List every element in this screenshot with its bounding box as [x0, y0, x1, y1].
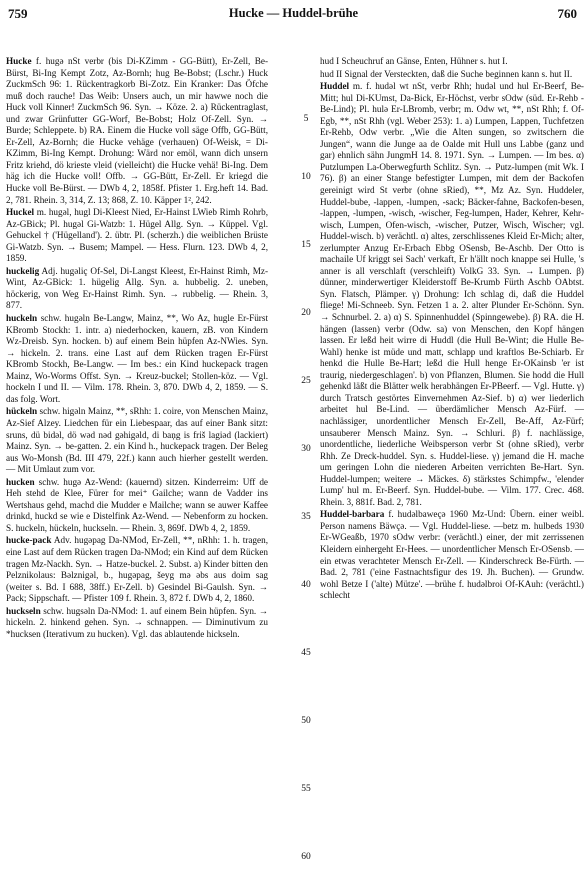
right-column	[320, 56, 584, 602]
line-number: 30	[301, 444, 311, 454]
line-number: 10	[301, 172, 311, 182]
running-title: Hucke — Huddel-brühe	[228, 6, 359, 20]
page-header	[0, 0, 587, 40]
entry-text: hud II Signal der Versteckten, daß die Suche beginnen kann s. hut II.	[320, 68, 573, 79]
entry-text: schw. hugsəln Da-NMod: 1. auf einem Bein hüpfen. Syn. → hickeln. 2. hinkend gehen. Syn. → schnappen. — Diminutivum zu *hucksen (Iterativum zu hucken). Vgl. das ablautende hickseln.	[6, 605, 268, 639]
line-number: 50	[301, 716, 311, 726]
dictionary-entry	[6, 406, 268, 475]
entry-text: schw. hugəln Be-Langw, Mainz, **, Wo Az, hugle Er-Fürst KBromb Stockh: 1. intr. a) niederhocken, kauern, zB. von Kindern Wz-Dreisb. Syn. hocken. b) auf einem Bein hüpfen Az-NWies. Syn. → hickeln. 2. trans. eine Last auf dem Rücken tragen Er-Fürst KBromb Stockh, Be-Langw. — Im bes.: ein Kind huckepack tragen Mainz, Wo-Worms Offst. Syn. → Kreuz-buckel; Stollen-köz. — Vgl. hockeln I und II. — Vilm. 178. Rhein. 3, 870. DWb 4, 2, 1859. — S. das folg. Wort.	[6, 313, 268, 404]
dictionary-entry	[6, 477, 268, 535]
dictionary-entry	[320, 81, 584, 508]
headword: huckseln	[6, 605, 41, 616]
line-number: 40	[301, 580, 311, 590]
entry-text: m. hugəl, hugl Di-Kleest Nied, Er-Hainst LWieb Rimh Rohrb, Az-GBick; Pl. hugəl Gi-Watzb: 1. Hügel Allg. Syn. → Küppel. Vgl. Gehuckel † ('Hügelland'). 2. übtr. Pl. (scherzh.) die weiblichen Brüste Gi-Watzb. Syn. → Busem; Mampel. — Hess. Flurn. 123. DWb 4, 2, 1859.	[6, 207, 268, 264]
dictionary-entry	[320, 69, 584, 81]
entry-text: schw. higəln Mainz, **, sRhh: 1. coire, von Menschen Mainz, Az-Sief Alzey. Liedchen für ein Liebespaar, das auf einer Bank sitzt: sruns, dü bidəl, dö wəd nəd gəhigəld, di baņg is friš lagiəd (lackiert) Mainz. Syn. → be-gatten. 2. ein Kind h., huckepack tragen. Der Beleg aus Wo-Monsh (Bd. III 479, 22f.) kann auch hierher gestellt werden. — Mit Umlaut zum vor.	[6, 406, 268, 475]
headword: Hucke	[6, 56, 32, 66]
headword: huckelig	[6, 265, 40, 276]
headword: hucke-pack	[6, 535, 52, 546]
dictionary-entry	[6, 535, 268, 604]
dictionary-entry	[320, 56, 584, 68]
entry-text: f. hudəlbaweçə 1960 Mz-Und: Übern. einer weibl. Person namens Bäwçə. — Vgl. Huddel-liese. —betz m. hulbeds 1930 Er-WGeaßb, 1970 sOdw verbr: (verächtl.) einer, der mit zerrissenen Kleidern einhergeht Er-Hees. — unordentlicher Mensch Er-OSensb. — ein etwas verachteter Mensch Er-Zell. — Kinderschreck Be-Fürth. — Bad. 2, 781 ('eine Fastnachtsfigur des 19. Jh. Buchen). — Grundw. wohl Betze I ('alte) Mütze'. —brühe f. hudəlbroi Of-KAuh: (verächtl.) schlecht	[320, 509, 584, 601]
dictionary-entry	[6, 207, 268, 265]
line-number: 5	[303, 114, 309, 124]
left-column	[6, 56, 268, 640]
line-number: 55	[301, 784, 311, 794]
line-number: 45	[301, 648, 311, 658]
line-number: 20	[301, 308, 311, 318]
line-number: 15	[301, 240, 311, 250]
entry-text: f. hugə nSt verbr (bis Di-KZimm - GG-Bütt), Er-Zell, Be-Bürst, Bi-Ing Kempt Zotz, Az-Bornh; hug Be-Bobst; (Lschr.) Huck ZuckmSch 96: 1. Rückentragkorb Bi-Zotz. Ein Kranker: Das Öfche muß doch rauche! Das Weib: Unsers auch, un mir hawwe noch die Huck voll Kinner! ZuckmSch 96. Syn. → Köze. 2. a) Rückentraglast, und zwar Grünfutter GG-Worf, Be-Bobst; Holz Of-Zell. Syn. → Burde; Schleppete. b) RA. Einem die Hucke voll säge Offb, GG-Bütt, Er-Zell, Az-Bornh; die Hucke vehäge (verhauen) Of-Weisk, = Di-KZimm, Bi-Ing Kempt. Drohung: Wärd nor emöl, wann dich unsern Fritz kriehd, dö krieste vleid (vielleicht) die Hucke vehä! Bi-Ing. Dem häg ich die Hucke voll! Offb. → GG-Bütt, Er-Zell. Er kriegd die Hucke voll Be-Bürst. — DWb 4, 2, 1858f. Pfister 1. Erg.heft 14. Bad. 2, 781. Rhein. 3, 314, Z. 13; 868, Z. 10. Käpper 1², 242.	[6, 56, 268, 205]
headword: huckeln	[6, 313, 38, 324]
entry-text: m. f. hudəl wt nSt, verbr Rhh; hudəl und hul Er-Beerf, Be-Mitt; hul Di-KUmst, Da-Bick, Er-Höchst, verbr sOdw (süd. Er-Rehb - Be-Lind); Pl. hulə Er-LBromb, verbr; m. Odw wt, **, nSt Rhh; f. Of-Egb, **, nSt Rhh (vgl. Weber 253): 1. a) Lumpen, Lappen, Tuchfetzen Er-Rehb, Odw verbr. „Wie die Alten sungen, so zwitschern die Jungen“, wann die Junge aa de Oalde mit Hull uns Labbe (ganz und gar) ehnlich sähn JungmH 14. 8. 1971. Syn. → Lumpen. — Im bes. α) Putzlumpen La-Oberwegfurth Schlitz. Syn. → Putz-lumpen (mit Wk. I 76). β) an einer Stange befestigter Lumpen, mit dem der Backofen gereinigt wird St verbr (ohne sRied), **, Mz Az. Syn. Huddeler, Huddel-bube, -lappen, -lumpen, -sack; Bäcker-fahne, Backofen-besen, -lappen, -lumpen, -wisch, -wischer, Feg-lumpen, Hader, Kehrer, Kehr-wisch, Lumpen, Ofen-wisch, -wischer, Putzer, Wisch, Wischer; vgl. Huddel-wisch. b) verächtl. α) altes, zerschlissenes Kleid Er-Mich; alter, zerlumpter Anzug Er-Erbach Ebbg OSensb, Be-Aschb. Der Otto is machaile Uf kriggt sei Sach' verkaft, Er h'ällt noch knappe sei Hulle, 's anner is all verschlaft (verschleift) VolkG 33. Syn. → Lumpen. β) dünner, minderwertiger Kleiderstoff Be-Krumb Fürth Aschb OAbtst. Syn. Flatsch, Plämper. γ) Drohung: Ich schlag di, daß die Huddel fliege! Mi-Schneeb. Syn. Fetzen 1 a. 2. alter Plunder Er-Schönn. Syn. → Schnurbel. 2. a) α) S. Spinnenhuddel (Spinngewebe). β) RA. die H. hängen (lassen) verbr (Odw. sa) von Menschen, den Kopf hängen lassen. Er leßd heit wirre di Huddl (die Hull Be-Wint; die Hulle Be-Wahl) henke ist müde und matt, schlapp und kraftlos Be-Schiarb. Er henkd die Hulle Be-Hart; leßd die Hull henge Er-OKainsb 'er ist traurig, niedergeschlagen'. b) von Pflanzen, Blumen. Sie hodd die Hull gehenkd läßt die Blätter welk herabhängen Er-PBeerf. — Vgl. Hutte. γ) durch Tratsch gestörtes Einvernehmen Az-Sief. b) α) wer liederlich arbeitet hul Be-Lind. — überdämlicher Mensch Az-Fürf. — nachlässiger, unordentlicher Mensch Er-Zell, Be-Aff, Az-Fürf; unsauberer Mensch Mainz. Syn. → Schluri. β) f. nachlässige, unordentliche, liederliche Weibsperson verbr St (ohne sRied), verbr Rhh. Ze Dreck-huddel. Syn. s. Huddel-liese. γ) jemand die H. mache um geringen Lohn die niederen Arbeiten verrichten Be-Hart. Syn. Huddel-lumpen; weitere → Mäckes. δ) stärkstes Schimpfw., 'elender Lump' hul m. Er-Beerf. Syn. Huddel-bube. — Vilm. 177. Crec. 468. Rhein. 3, 881f. Bad. 2, 781.	[320, 81, 584, 507]
headword: hückeln	[6, 406, 38, 417]
dictionary-entry	[6, 606, 268, 641]
entry-text: hud I Scheuchruf an Gänse, Enten, Hühner s. hut I.	[320, 56, 508, 66]
dictionary-entry	[6, 56, 268, 206]
headword: Huddel-barbara	[320, 509, 385, 520]
headword: hucken	[6, 476, 35, 487]
entry-text: Adj. hugəliç Of-Sel, Di-Langst Kleest, Er-Hainst Rimh, Mz-Wint, Az-GBick: 1. hügelig Allg. Syn. a. hubbelig. 2. uneben, höckerig, von Weg Er-Hainst Rimh. Syn. → rubbelig. — Rhein. 3, 877.	[6, 265, 268, 311]
dictionary-entry	[6, 266, 268, 312]
dictionary-entry	[6, 313, 268, 405]
headword: Huckel	[6, 207, 35, 218]
line-number: 25	[301, 376, 311, 386]
headword: Huddel	[320, 81, 350, 92]
page-number-right: 760	[557, 6, 577, 21]
line-number: 35	[301, 512, 311, 522]
line-number: 60	[301, 852, 311, 862]
page-number-left: 759	[8, 6, 28, 21]
dictionary-entry	[320, 509, 584, 601]
entry-text: schw. hugə Az-Wend: (kauernd) sitzen. Kinderreim: Uff de Heh stehd de Klee, Fürer for mei⁺ Gailche; wann de Vadder ins Wertshaus gehd, machd die Mudder e Mailche; wann se auwer Kaffee drinkd, huckd se wie e Distelfink Az-Wend. — Nebenform zu hocken. S. huckeln, hückeln, huckseln. — Rhein. 3, 869f. DWb 4, 2, 1859.	[6, 476, 268, 533]
entry-text: Adv. hugəpag Da-NMod, Er-Zell, **, nRhh: 1. h. tragen, eine Last auf dem Rücken tragen Da-NMod; ein Kind auf dem Rücken tragen Mz-Nackh. Syn. → Hatze-buckel. 2. Subst. a) Kinder bitten den Pelznikolaus: Bəlznigəl, b., hugəpag, šeyg mə əbs aus doim sag (weiter s. Bd. I 688, 38ff.) Er-Zell. b) Gesindel Bi-Gaulsh. Syn. → Pack; Sippschaft. — Pfister 109 f. Rhein. 3, 872 f. DWb 4, 2, 1860.	[6, 535, 268, 604]
